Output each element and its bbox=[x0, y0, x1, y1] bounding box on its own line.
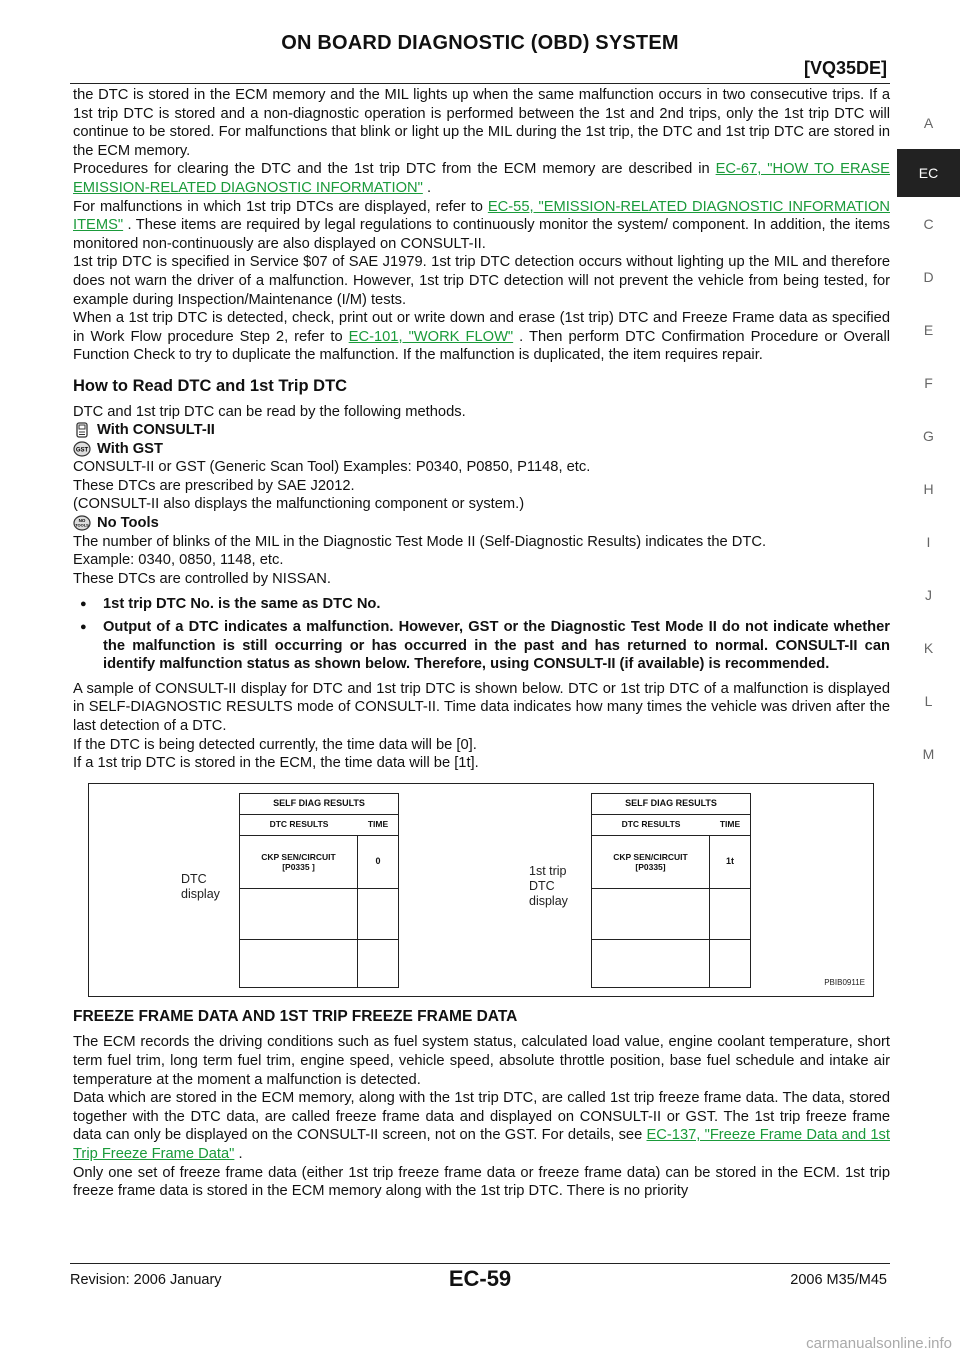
screen-title: SELF DIAG RESULTS bbox=[240, 794, 398, 815]
section-tab-ec[interactable]: EC bbox=[897, 149, 960, 197]
first-trip-dtc-display-label: 1st trip DTC display bbox=[529, 863, 568, 908]
gst-line-2: These DTCs are prescribed by SAE J2012. bbox=[73, 477, 355, 494]
sample-line-2: If the DTC is being detected currently, the time data will be [0]. bbox=[73, 736, 477, 753]
intro-paragraph-4: 1st trip DTC is specified in Service $07 of SAE J1979. 1st trip DTC detection occurs without lighting up the MIL and therefore does not warn the driver of a malfunction. However, 1st trip DTC detection will not prevent the vehicle from being tested, for example during Inspection/Maintenance (I/M) tests. bbox=[73, 254, 890, 308]
consult-method: With CONSULT-II bbox=[73, 421, 890, 440]
section-tab-e[interactable]: E bbox=[923, 321, 934, 338]
dtc-screen bbox=[239, 793, 399, 988]
intro-paragraph-5: When a 1st trip DTC is detected, check, print out or write down and erase (1st trip) DTC and Freeze Frame data as specified in Work Flow procedure Step 2, refer to EC-101, "WORK FLOW" . Then perform DTC Confirmation Procedure or Overall Function Check to try to duplicate the malfunction. If the malfunction is duplicated, the item requires repair. bbox=[73, 310, 890, 364]
sample-paragraph: A sample of CONSULT-II display for DTC and 1st trip DTC is shown below. DTC or 1st trip DTC of a malfunction is displayed in SELF-DIAGNOSTIC RESULTS mode of CONSULT-II. Time data indicates how many times the vehicle was driven after the last detection of a DTC. bbox=[73, 680, 890, 734]
intro-paragraph-2: Procedures for clearing the DTC and the 1st trip DTC from the ECM memory are described in EC-67, "HOW TO ERASE EMISSION-RELATED DIAGNOSTIC INFORMATION" . bbox=[73, 161, 890, 196]
section-tab-l[interactable]: L bbox=[924, 692, 933, 709]
dtc-item: CKP SEN/CIRCUIT [P0335 ] bbox=[240, 836, 358, 888]
freeze-frame-heading: FREEZE FRAME DATA AND 1ST TRIP FREEZE FRAME DATA bbox=[73, 1007, 518, 1025]
section-tab-m[interactable]: M bbox=[922, 745, 935, 762]
freeze-paragraph-3: Only one set of freeze frame data (either 1st trip freeze frame data or freeze frame data) can be stored in the ECM. 1st trip freeze frame data is stored in the ECM memory along with the 1st trip DTC. There is no priority bbox=[73, 1164, 890, 1200]
svg-text:NO: NO bbox=[78, 518, 86, 524]
link-ec-67[interactable]: EC-67, "HOW TO ERASE EMISSION-RELATED DIAGNOSTIC INFORMATION" bbox=[73, 161, 890, 196]
revision-text: Revision: 2006 January bbox=[70, 1272, 222, 1288]
page-title: ON BOARD DIAGNOSTIC (OBD) SYSTEM bbox=[281, 32, 679, 54]
section-index-sidebar bbox=[897, 96, 960, 780]
table-row bbox=[592, 889, 750, 940]
engine-model: [VQ35DE] bbox=[803, 58, 887, 78]
watermark: carmanualsonline.info bbox=[806, 1335, 952, 1352]
dtc-item: CKP SEN/CIRCUIT [P0335] bbox=[592, 836, 710, 888]
page-number: EC-59 bbox=[448, 1266, 512, 1291]
section-tab-j[interactable]: J bbox=[925, 586, 932, 603]
header-divider bbox=[70, 83, 890, 84]
section-tab-i[interactable]: I bbox=[926, 533, 931, 550]
intro-paragraph-3: For malfunctions in which 1st trip DTCs are displayed, refer to EC-55, "EMISSION-RELATED DIAGNOSTIC INFORMATION ITEMS" . These items are required by legal regulations to continuously monitor the system/ component. In addition, the items monitored non-continuously are also displayed on CONSULT-II. bbox=[73, 198, 890, 252]
link-ec-55[interactable]: EC-55, "EMISSION-RELATED DIAGNOSTIC INFORMATION ITEMS" bbox=[73, 198, 890, 234]
table-row bbox=[240, 940, 398, 987]
section-tab-d[interactable]: D bbox=[923, 268, 934, 285]
no-tools-icon bbox=[73, 515, 91, 531]
figure-code: PBIB0911E bbox=[824, 978, 865, 988]
gst-line-3: (CONSULT-II also displays the malfunctioning component or system.) bbox=[73, 496, 525, 513]
list-item: ● 1st trip DTC No. is the same as DTC No. bbox=[73, 595, 890, 614]
read-dtc-lead: DTC and 1st trip DTC can be read by the following methods. bbox=[73, 403, 466, 420]
gst-line-1: CONSULT-II or GST (Generic Scan Tool) Examples: P0340, P0850, P1148, etc. bbox=[73, 459, 591, 476]
section-tab-h[interactable]: H bbox=[923, 480, 934, 497]
table-row bbox=[592, 836, 750, 889]
section-tab-f[interactable]: F bbox=[924, 374, 933, 391]
screen-column-headers: DTC RESULTS TIME bbox=[592, 815, 750, 836]
svg-text:TOOLS: TOOLS bbox=[75, 522, 89, 528]
section-tab-c[interactable]: C bbox=[923, 215, 934, 232]
link-ec-137[interactable]: EC-137, "Freeze Frame Data and 1st Trip Freeze Frame Data" bbox=[73, 1127, 890, 1162]
read-dtc-heading: How to Read DTC and 1st Trip DTC bbox=[73, 376, 348, 395]
consult-tool-icon bbox=[73, 422, 91, 438]
gst-icon bbox=[73, 441, 91, 457]
list-item: ● Output of a DTC indicates a malfunction. However, GST or the Diagnostic Test Mode II do not indicate whether the malfunction is still occurring or has occurred in the past and has returned to normal. CONSULT-II can identify malfunction status as shown below. Therefore, using CONSULT-II (if available) is recommended. bbox=[73, 618, 890, 674]
no-tools-method: NO TOOLS No Tools bbox=[73, 514, 890, 533]
no-tools-line-1: The number of blinks of the MIL in the Diagnostic Test Mode II (Self-Diagnostic Results) indicates the DTC. bbox=[73, 533, 767, 550]
no-tools-line-3: These DTCs are controlled by NISSAN. bbox=[73, 570, 331, 587]
table-row bbox=[240, 889, 398, 940]
sample-line-3: If a 1st trip DTC is stored in the ECM, the time data will be [1t]. bbox=[73, 755, 479, 772]
table-row bbox=[592, 940, 750, 987]
vehicle-model: 2006 M35/M45 bbox=[790, 1272, 887, 1288]
section-tab-a[interactable]: A bbox=[923, 114, 934, 131]
screen-title: SELF DIAG RESULTS bbox=[592, 794, 750, 815]
dtc-time: 0 bbox=[375, 856, 381, 867]
notes-list bbox=[73, 595, 890, 673]
screen-column-headers: DTC RESULTS TIME bbox=[240, 815, 398, 836]
section-tab-g[interactable]: G bbox=[923, 427, 934, 444]
first-trip-dtc-screen bbox=[591, 793, 751, 988]
consult-display-figure bbox=[88, 783, 874, 997]
freeze-paragraph-1: The ECM records the driving conditions such as fuel system status, calculated load value, engine coolant temperature, short term fuel trim, long term fuel trim, engine speed, vehicle speed, absolute throttle position, base fuel schedule and intake air temperature at the moment a malfunction is detected. bbox=[73, 1034, 890, 1088]
main-content bbox=[73, 86, 890, 1201]
dtc-time: 1t bbox=[725, 856, 734, 867]
dtc-display-label: DTC display bbox=[181, 871, 220, 901]
no-tools-line-2: Example: 0340, 0850, 1148, etc. bbox=[73, 552, 284, 569]
gst-method: GST With GST bbox=[73, 440, 890, 459]
table-row bbox=[240, 836, 398, 889]
footer-divider bbox=[70, 1263, 890, 1264]
svg-text:GST: GST bbox=[75, 447, 89, 454]
link-ec-101[interactable]: EC-101, "WORK FLOW" bbox=[348, 328, 514, 345]
section-tab-k[interactable]: K bbox=[923, 639, 934, 656]
freeze-paragraph-2: Data which are stored in the ECM memory, along with the 1st trip DTC, are called 1st trip freeze frame data. The data, stored together with the DTC data, are called freeze frame data and displayed on CONSULT-II or GST. The 1st trip freeze frame data can only be displayed on the CONSULT-II screen, not on the GST. For details, see EC-137, "Freeze Frame Data and 1st Trip Freeze Frame Data" . bbox=[73, 1090, 890, 1162]
intro-paragraph-1: the DTC is stored in the ECM memory and the MIL lights up when the same malfunction occurs in two consecutive trips. If a 1st trip DTC is stored and a non-diagnostic operation is performed between the 1st and 2nd trips, only the 1st trip DTC will continue to be stored. For malfunctions that blink or light up the MIL during the 1st trip, the DTC and 1st trip DTC are stored in the ECM memory. bbox=[73, 87, 890, 159]
